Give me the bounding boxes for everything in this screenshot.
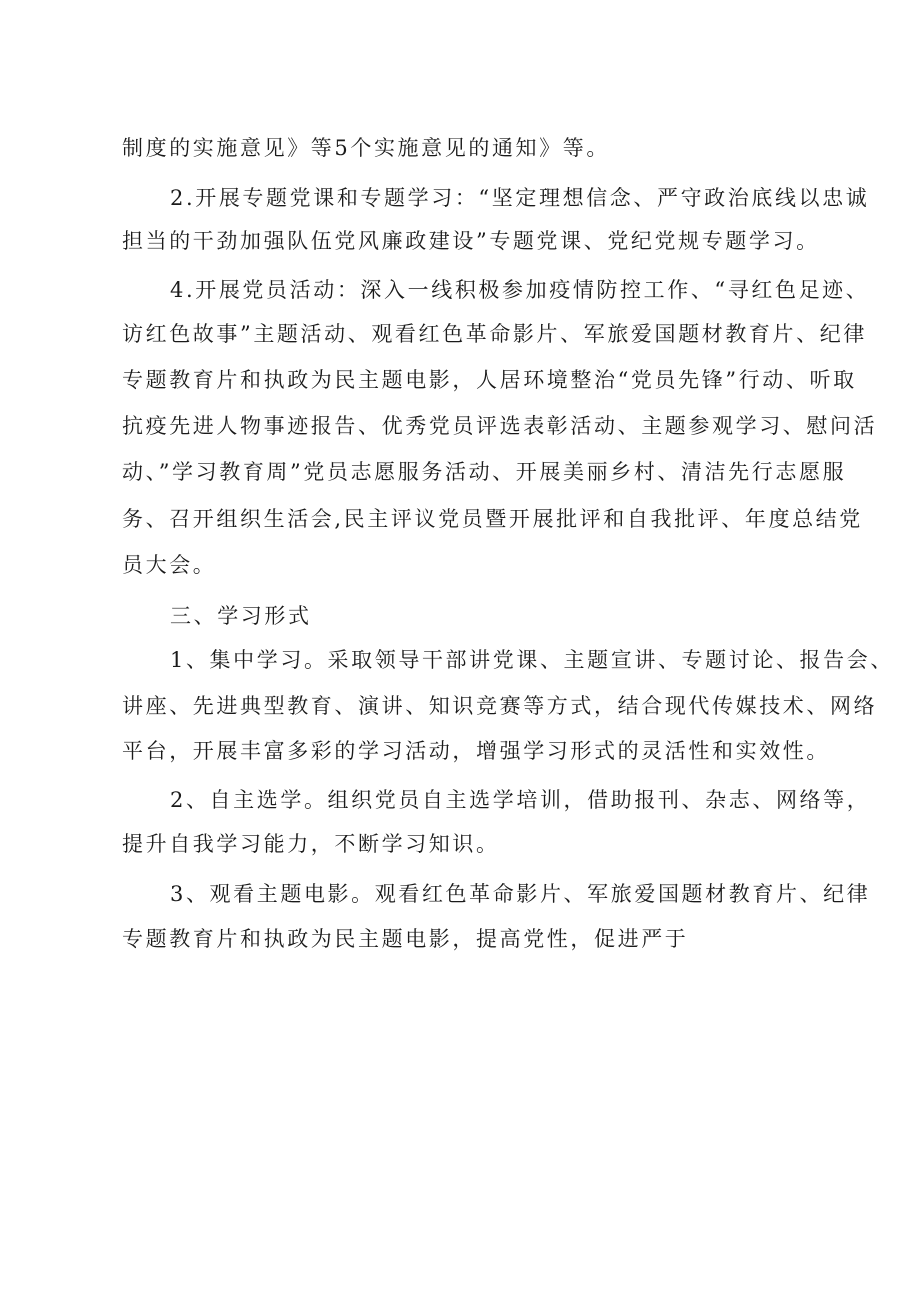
text-line: 动、”学习教育周”党员志愿服务活动、开展美丽乡村、清洁先行志愿服 (122, 460, 847, 484)
text-line: 2、自主选学。组织党员自主选学培训，借助报刊、杂志、网络等， (170, 788, 871, 812)
text-line: 提升自我学习能力，不断学习知识。 (122, 832, 500, 856)
text-line: 4.开展党员活动：深入一线积极参加疫情防控工作、“寻红色足迹、 (170, 278, 870, 302)
text-line: 员大会。 (122, 553, 217, 577)
text-line: 讲座、先进典型教育、演讲、知识竞赛等方式，结合现代传媒技术、网络 (122, 694, 878, 718)
text-line: 专题教育片和执政为民主题电影，人居环境整治“党员先锋”行动、听取 (122, 368, 857, 392)
text-line: 担当的干劲加强队伍党风廉政建设”专题党课、党纪党规专题学习。 (122, 229, 820, 253)
text-line: 平台，开展丰富多彩的学习活动，增强学习形式的灵活性和实效性。 (122, 739, 830, 763)
text-line: 专题教育片和执政为民主题电影，提高党性，促进严于 (122, 927, 689, 951)
text-line: 1、集中学习。采取领导干部讲党课、主题宣讲、专题讨论、报告会、 (170, 648, 894, 672)
text-line: 制度的实施意见》等5个实施意见的通知》等。 (122, 136, 610, 160)
text-line: 访红色故事”主题活动、观看红色革命影片、军旅爱国题材教育片、纪律 (122, 322, 867, 346)
section-heading: 三、学习形式 (170, 604, 312, 628)
text-line: 2.开展专题党课和专题学习：“坚定理想信念、严守政治底线以忠诚 (170, 186, 870, 210)
text-line: 务、召开组织生活会,民主评议党员暨开展批评和自我批评、年度总结党 (122, 507, 863, 531)
text-line: 抗疫先进人物事迹报告、优秀党员评选表彰活动、主题参观学习、慰问活 (122, 414, 878, 438)
text-line: 3、观看主题电影。观看红色革命影片、军旅爱国题材教育片、纪律 (170, 882, 871, 906)
